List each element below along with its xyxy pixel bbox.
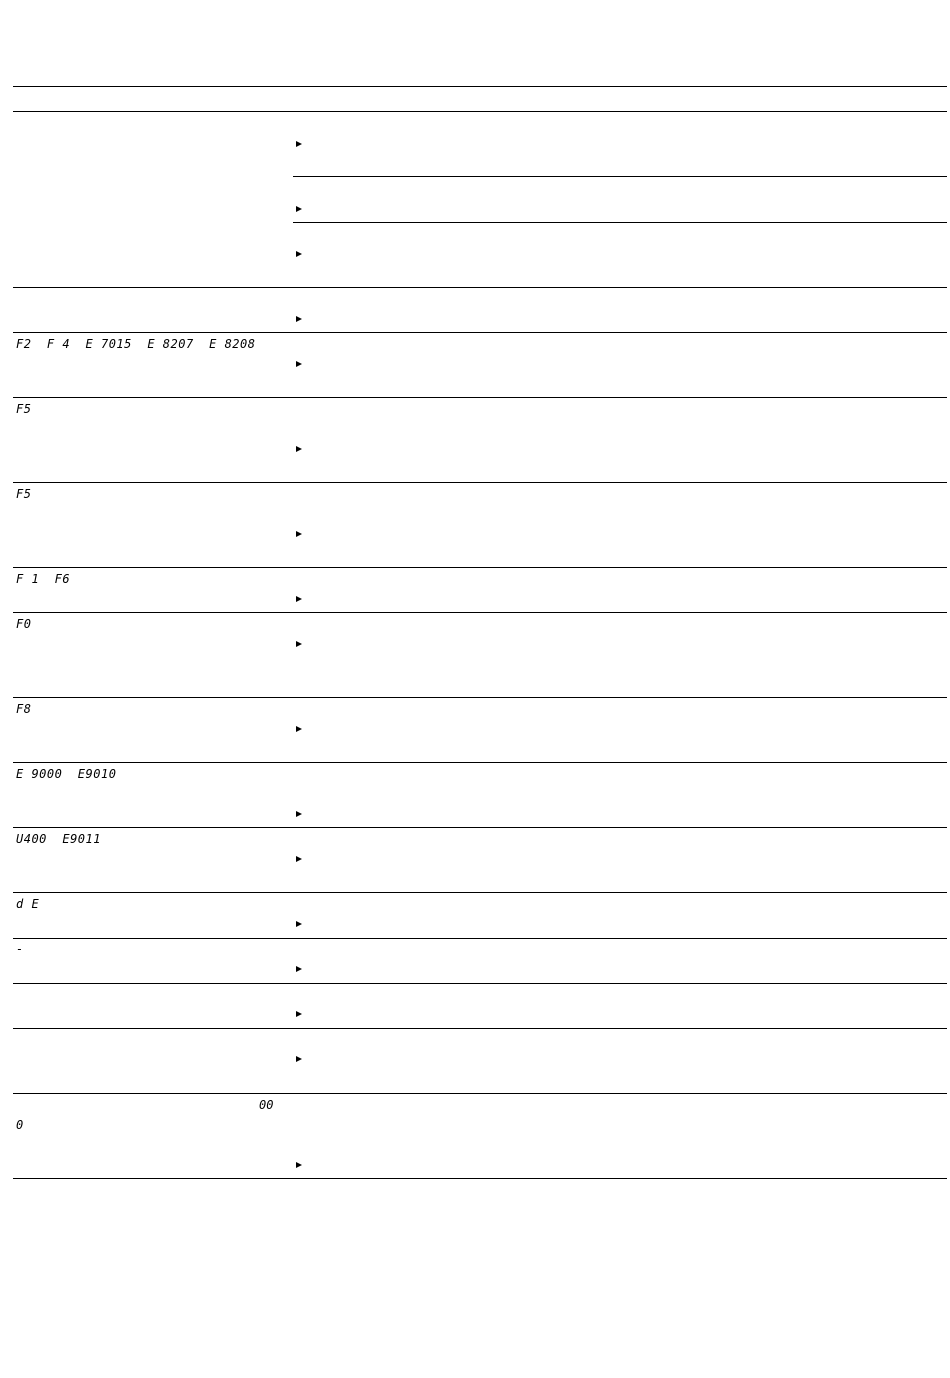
error-code-label: d E (16, 897, 40, 911)
row-divider (13, 983, 947, 984)
error-code-label: E 9000 E9010 (16, 767, 117, 781)
error-code-label: F0 (16, 617, 32, 631)
bullet-icon (296, 856, 302, 862)
row-divider (13, 287, 947, 288)
row-divider (13, 762, 947, 763)
bullet-icon (296, 206, 302, 212)
error-code-label: F5 (16, 402, 32, 416)
table-top-rule (13, 86, 947, 87)
sub-row-divider (293, 222, 947, 223)
bullet-icon (296, 446, 302, 452)
sub-row-divider (293, 176, 947, 177)
row-divider (13, 332, 947, 333)
bullet-icon (296, 1011, 302, 1017)
header-bottom-rule (13, 111, 947, 112)
bullet-icon (296, 726, 302, 732)
error-code-label-right: 00 (259, 1098, 274, 1112)
row-divider (13, 892, 947, 893)
bullet-icon (296, 316, 302, 322)
bullet-icon (296, 141, 302, 147)
bullet-icon (296, 1056, 302, 1062)
row-divider (13, 567, 947, 568)
bullet-icon (296, 596, 302, 602)
row-divider (13, 1028, 947, 1029)
bullet-icon (296, 641, 302, 647)
row-divider (13, 697, 947, 698)
bullet-icon (296, 921, 302, 927)
bullet-icon (296, 531, 302, 537)
error-code-label: F8 (16, 702, 32, 716)
row-divider (13, 612, 947, 613)
error-code-label: F2 F 4 E 7015 E 8207 E 8208 (16, 337, 256, 351)
bullet-icon (296, 361, 302, 367)
error-code-table (13, 86, 947, 1180)
row-divider (13, 827, 947, 828)
bullet-icon (296, 811, 302, 817)
row-divider (13, 1093, 947, 1094)
error-code-label: F 1 F6 (16, 572, 71, 586)
bullet-icon (296, 251, 302, 257)
error-code-label: U400 E9011 (16, 832, 101, 846)
bullet-icon (296, 1162, 302, 1168)
row-divider (13, 482, 947, 483)
error-code-label-line2: 0 (16, 1118, 24, 1132)
bullet-icon (296, 966, 302, 972)
row-divider (13, 397, 947, 398)
table-bottom-rule (13, 1178, 947, 1179)
error-code-label: F5 (16, 487, 32, 501)
error-code-label: - (16, 942, 24, 956)
row-divider (13, 938, 947, 939)
